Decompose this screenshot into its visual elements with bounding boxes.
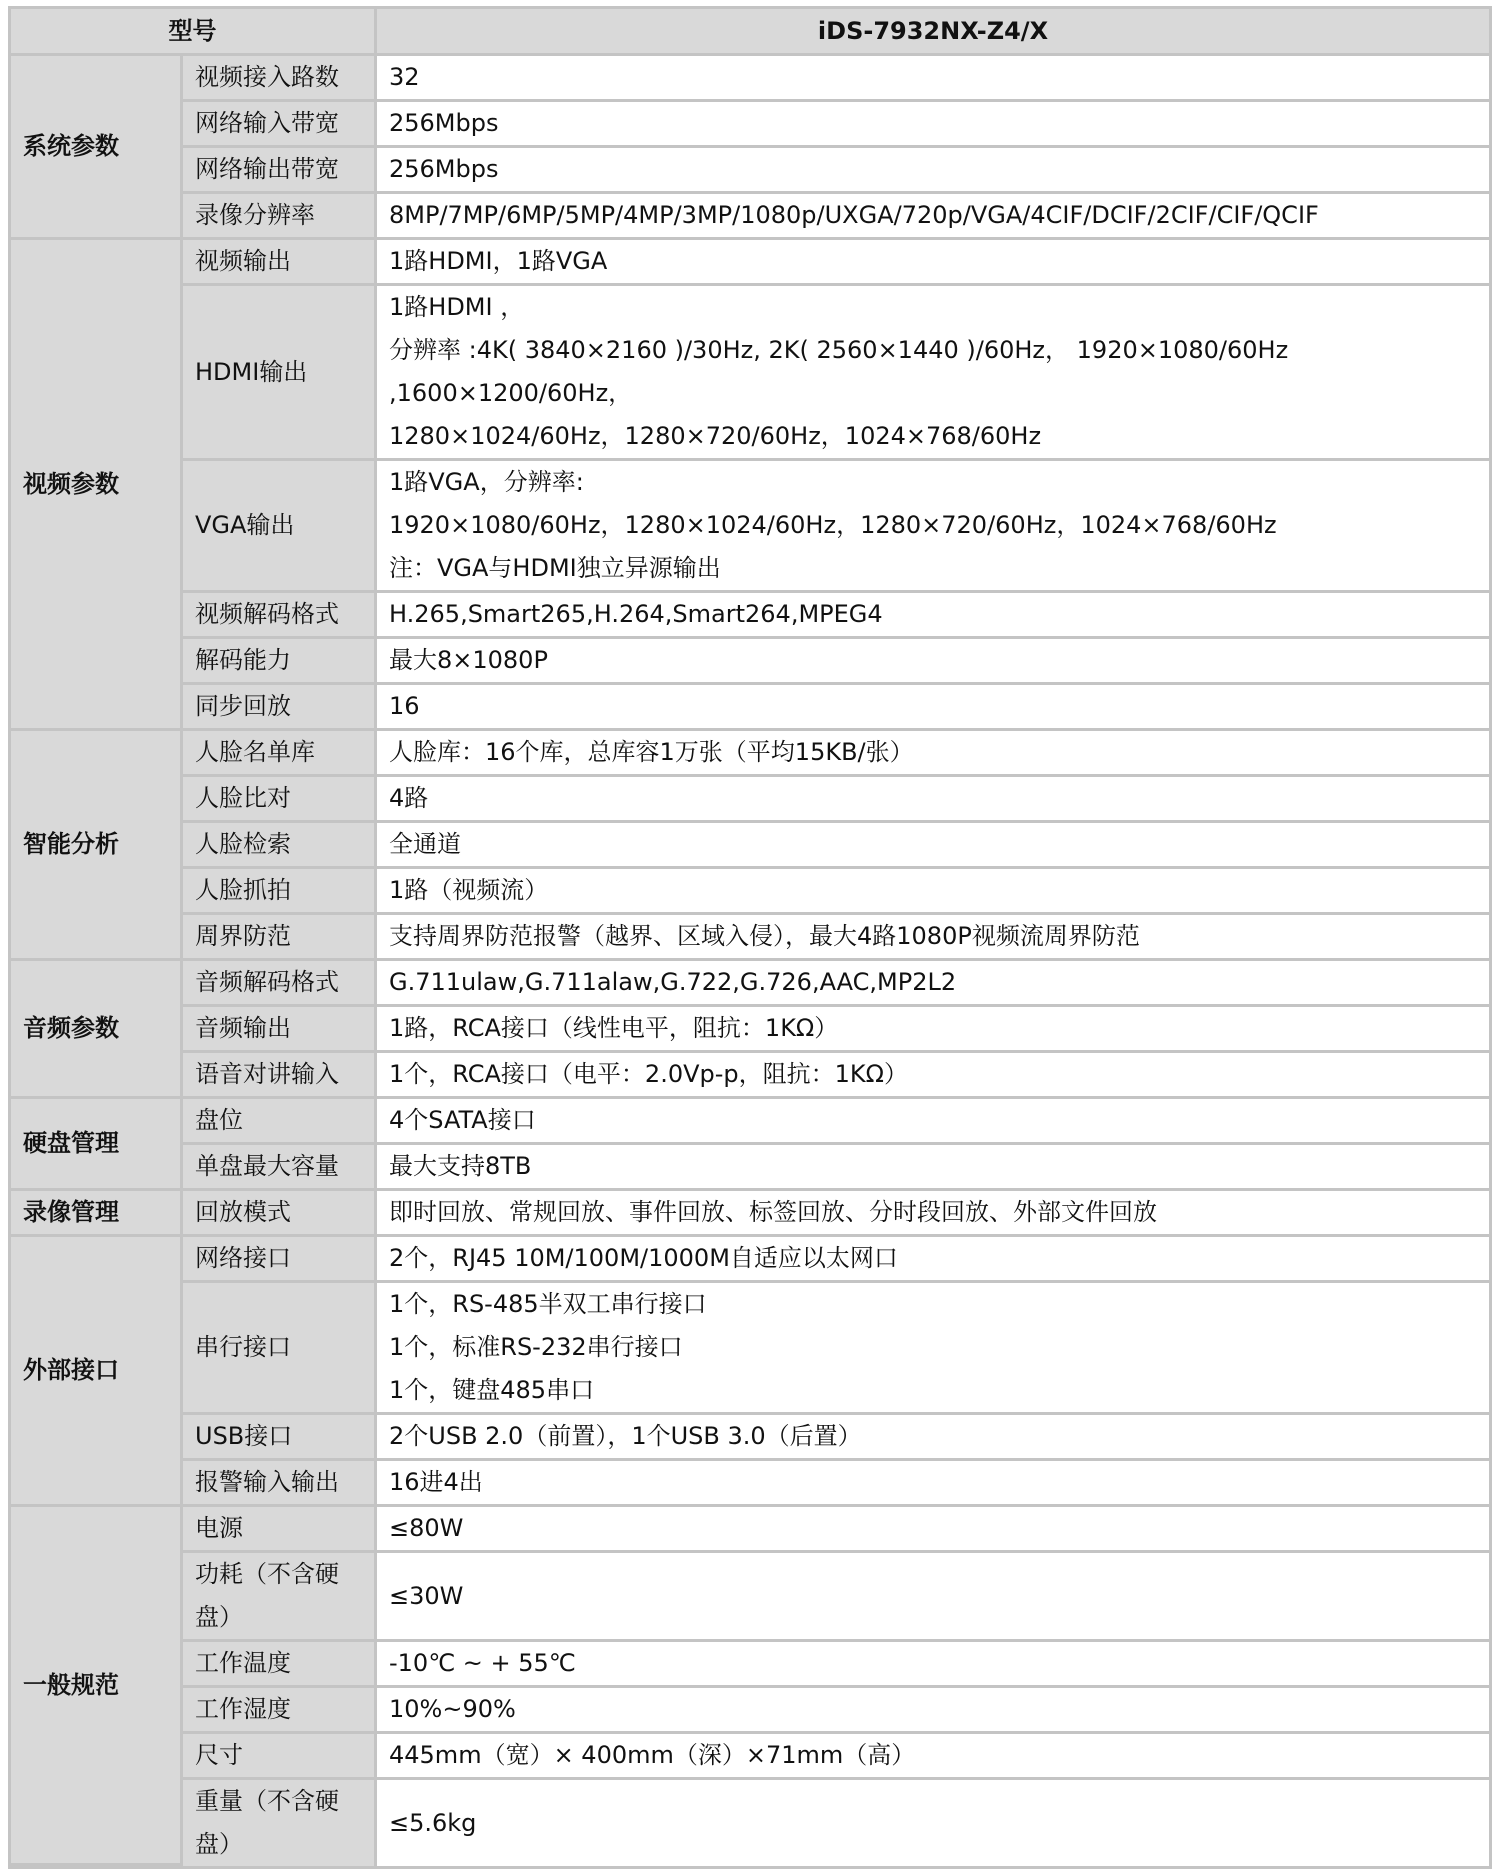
spec-label: 周界防范 <box>183 915 377 961</box>
spec-value-line: 4路 <box>389 784 429 812</box>
spec-value-line: 人脸库：16个库，总库容1万张（平均15KB/张） <box>389 738 914 766</box>
spec-value-line: ≤30W <box>389 1581 464 1610</box>
spec-label: 语音对讲输入 <box>183 1053 377 1099</box>
spec-label: 功耗（不含硬盘） <box>183 1553 377 1642</box>
spec-value <box>377 777 1489 823</box>
spec-row <box>11 56 1489 102</box>
spec-value <box>377 1553 1489 1642</box>
spec-value <box>377 1007 1489 1053</box>
spec-label: 音频输出 <box>183 1007 377 1053</box>
header-row <box>11 9 1489 56</box>
spec-value-line: 256Mbps <box>389 109 499 137</box>
spec-value-line: 16 <box>389 692 420 720</box>
spec-label: 人脸比对 <box>183 777 377 823</box>
spec-value-line: 支持周界防范报警（越界、区域入侵），最大4路1080P视频流周界防范 <box>389 922 1140 950</box>
spec-value-line: 1路，RCA接口（线性电平，阻抗：1KΩ） <box>389 1014 839 1042</box>
section-category: 外部接口 <box>11 1237 183 1507</box>
spec-value <box>377 1237 1489 1283</box>
spec-row <box>11 1191 1489 1237</box>
spec-value <box>377 1507 1489 1553</box>
spec-value <box>377 1415 1489 1461</box>
model-value: iDS-7932NX-Z4/X <box>377 9 1489 56</box>
spec-value-line: 1路VGA，分辨率: <box>389 468 584 496</box>
spec-value <box>377 731 1489 777</box>
spec-value <box>377 593 1489 639</box>
spec-label: VGA输出 <box>183 461 377 593</box>
spec-row <box>11 240 1489 286</box>
spec-value-line: H.265,Smart265,H.264,Smart264,MPEG4 <box>389 600 883 628</box>
spec-value-line: 16进4出 <box>389 1468 483 1496</box>
spec-value <box>377 1642 1489 1688</box>
spec-row <box>11 593 1489 639</box>
spec-label: 盘位 <box>183 1099 377 1145</box>
spec-value <box>377 286 1489 461</box>
spec-row <box>11 1688 1489 1734</box>
spec-table <box>8 6 1492 1869</box>
model-label: 型号 <box>11 9 377 56</box>
spec-label: 串行接口 <box>183 1283 377 1415</box>
spec-label: 视频接入路数 <box>183 56 377 102</box>
spec-value-line: 1个，标准RS-232串行接口 <box>389 1333 683 1361</box>
spec-row <box>11 1237 1489 1283</box>
spec-row <box>11 915 1489 961</box>
spec-value <box>377 102 1489 148</box>
section-category: 系统参数 <box>11 56 183 240</box>
spec-label: HDMI输出 <box>183 286 377 461</box>
spec-row <box>11 1642 1489 1688</box>
spec-value <box>377 869 1489 915</box>
spec-label: 人脸抓拍 <box>183 869 377 915</box>
spec-row <box>11 1145 1489 1191</box>
spec-row <box>11 777 1489 823</box>
spec-value <box>377 685 1489 731</box>
spec-value-line: 分辨率 :4K( 3840×2160 )/30Hz, 2K( 2560×1440 )/60Hz， 1920×1080/60Hz ,1600×1200/60Hz， <box>389 336 1289 407</box>
spec-row <box>11 685 1489 731</box>
spec-value-line: 最大支持8TB <box>389 1152 532 1180</box>
spec-value-line: G.711ulaw,G.711alaw,G.722,G.726,AAC,MP2L2 <box>389 968 957 996</box>
section-category: 视频参数 <box>11 240 183 731</box>
spec-row <box>11 1007 1489 1053</box>
spec-label: 人脸名单库 <box>183 731 377 777</box>
spec-label: 电源 <box>183 1507 377 1553</box>
spec-label: 音频解码格式 <box>183 961 377 1007</box>
spec-value-line: 1路HDMI ， <box>389 293 525 321</box>
spec-label: 报警输入输出 <box>183 1461 377 1507</box>
spec-value-line: 445mm（宽）× 400mm（深）×71mm（高） <box>389 1741 916 1769</box>
spec-row <box>11 194 1489 240</box>
spec-value-line: 256Mbps <box>389 155 499 183</box>
spec-row <box>11 1053 1489 1099</box>
spec-label: 视频输出 <box>183 240 377 286</box>
spec-label: 视频解码格式 <box>183 593 377 639</box>
spec-value-line: ≤5.6kg <box>389 1808 477 1837</box>
spec-label: 人脸检索 <box>183 823 377 869</box>
spec-value <box>377 56 1489 102</box>
spec-row <box>11 1734 1489 1780</box>
spec-value <box>377 823 1489 869</box>
spec-row <box>11 1553 1489 1642</box>
spec-value <box>377 915 1489 961</box>
spec-value-line: ≤80W <box>389 1514 464 1542</box>
spec-value-line: 1920×1080/60Hz，1280×1024/60Hz，1280×720/60Hz，1024×768/60Hz <box>389 511 1277 539</box>
spec-label: 网络接口 <box>183 1237 377 1283</box>
spec-value <box>377 461 1489 593</box>
spec-value-line: -10℃ ~ + 55℃ <box>389 1649 576 1677</box>
spec-label: 录像分辨率 <box>183 194 377 240</box>
spec-value-line: 2个USB 2.0（前置），1个USB 3.0（后置） <box>389 1422 862 1450</box>
section-category: 录像管理 <box>11 1191 183 1237</box>
spec-value <box>377 1053 1489 1099</box>
spec-label: 网络输入带宽 <box>183 102 377 148</box>
spec-label: 解码能力 <box>183 639 377 685</box>
spec-row <box>11 461 1489 593</box>
spec-label: 单盘最大容量 <box>183 1145 377 1191</box>
spec-value-line: 1个，RS-485半双工串行接口 <box>389 1290 707 1318</box>
spec-value-line: 4个SATA接口 <box>389 1106 536 1134</box>
spec-value-line: 1路HDMI，1路VGA <box>389 247 608 275</box>
spec-label: 工作温度 <box>183 1642 377 1688</box>
spec-row <box>11 1283 1489 1415</box>
spec-label: 回放模式 <box>183 1191 377 1237</box>
spec-row <box>11 148 1489 194</box>
spec-value <box>377 240 1489 286</box>
spec-value-line: 10%~90% <box>389 1695 516 1723</box>
spec-value-line: 1个，键盘485串口 <box>389 1376 595 1404</box>
spec-row <box>11 1461 1489 1507</box>
spec-value-line: 1个，RCA接口（电平：2.0Vp-p，阻抗：1KΩ） <box>389 1060 908 1088</box>
spec-value <box>377 639 1489 685</box>
spec-value-line: 2个，RJ45 10M/100M/1000M自适应以太网口 <box>389 1244 898 1272</box>
spec-label: 尺寸 <box>183 1734 377 1780</box>
spec-label: 网络输出带宽 <box>183 148 377 194</box>
spec-row <box>11 1507 1489 1553</box>
spec-row <box>11 731 1489 777</box>
spec-value <box>377 1734 1489 1780</box>
spec-row <box>11 823 1489 869</box>
spec-value <box>377 1780 1489 1866</box>
spec-value-line: 8MP/7MP/6MP/5MP/4MP/3MP/1080p/UXGA/720p/VGA/4CIF/DCIF/2CIF/CIF/QCIF <box>389 201 1319 229</box>
section-category: 智能分析 <box>11 731 183 961</box>
spec-label: USB接口 <box>183 1415 377 1461</box>
spec-value-line: 32 <box>389 63 420 91</box>
spec-label: 重量（不含硬盘） <box>183 1780 377 1866</box>
spec-row <box>11 869 1489 915</box>
spec-row <box>11 1780 1489 1866</box>
spec-value <box>377 1688 1489 1734</box>
spec-row <box>11 1415 1489 1461</box>
spec-value-line: 注：VGA与HDMI独立异源输出 <box>389 554 721 582</box>
spec-value <box>377 961 1489 1007</box>
section-category: 一般规范 <box>11 1507 183 1866</box>
spec-value <box>377 1099 1489 1145</box>
spec-value-line: 即时回放、常规回放、事件回放、标签回放、分时段回放、外部文件回放 <box>389 1198 1157 1226</box>
spec-row <box>11 639 1489 685</box>
spec-value <box>377 1461 1489 1507</box>
spec-value-line: 全通道 <box>389 830 461 858</box>
spec-label: 工作湿度 <box>183 1688 377 1734</box>
spec-row <box>11 102 1489 148</box>
spec-row <box>11 1099 1489 1145</box>
spec-row <box>11 961 1489 1007</box>
section-category: 硬盘管理 <box>11 1099 183 1191</box>
spec-value-line: 1路（视频流） <box>389 876 549 904</box>
spec-value <box>377 194 1489 240</box>
spec-row <box>11 286 1489 461</box>
spec-value <box>377 1283 1489 1415</box>
spec-value <box>377 148 1489 194</box>
spec-value-line: 1280×1024/60Hz，1280×720/60Hz，1024×768/60Hz <box>389 422 1042 450</box>
spec-value-line: 最大8×1080P <box>389 646 548 674</box>
section-category: 音频参数 <box>11 961 183 1099</box>
spec-value <box>377 1191 1489 1237</box>
spec-value <box>377 1145 1489 1191</box>
spec-label: 同步回放 <box>183 685 377 731</box>
